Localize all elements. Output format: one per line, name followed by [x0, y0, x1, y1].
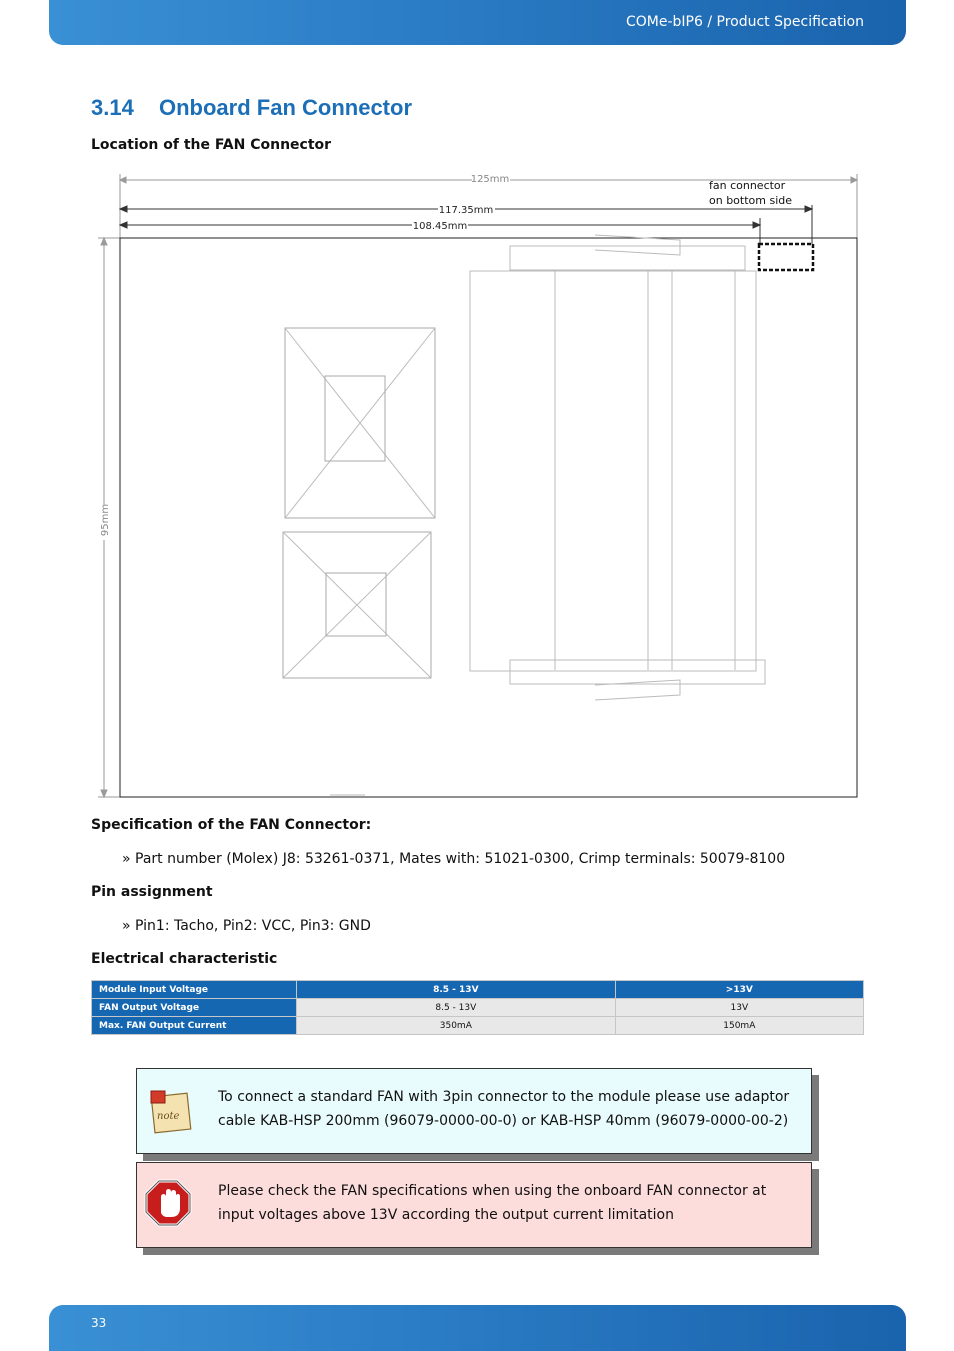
- note-icon: [143, 1083, 193, 1139]
- note-icon-label: note: [157, 1111, 180, 1122]
- row-value: 350mA: [297, 1017, 616, 1035]
- row-value: 8.5 - 13V: [297, 999, 616, 1017]
- electrical-heading: Electrical characteristic: [91, 951, 278, 967]
- electrical-table: [91, 980, 864, 1035]
- dim-other-label: 108.45mm: [412, 221, 468, 232]
- section-title: Onboard Fan Connector: [159, 95, 412, 120]
- warning-callout: [136, 1162, 812, 1248]
- stop-hand-icon: [143, 1177, 193, 1233]
- board-drawing: [90, 165, 865, 805]
- row-value: 13V: [615, 999, 863, 1017]
- footer-band: [49, 1305, 906, 1351]
- note-callout: [136, 1068, 812, 1154]
- page-number: 33: [91, 1316, 107, 1330]
- table-header-label: Module Input Voltage: [92, 981, 297, 999]
- section-heading: [91, 95, 412, 121]
- dim-height-label: 95mm: [100, 503, 111, 537]
- row-label: Max. FAN Output Current: [92, 1017, 297, 1035]
- header-band: [49, 0, 906, 45]
- table-header-col1: 8.5 - 13V: [297, 981, 616, 999]
- warning-text: Please check the FAN specifications when using the onboard FAN connector at input voltages above 13V according the output current limitation: [218, 1183, 767, 1223]
- pin-bullet: » Pin1: Tacho, Pin2: VCC, Pin3: GND: [122, 918, 371, 934]
- dim-total-label: 125mm: [470, 174, 510, 185]
- note-text: To connect a standard FAN with 3pin connector to the module please use adaptor cable KAB-HSP 200mm (96079-0000-00-0) or KAB-HSP 40mm (96079-0000-00-2): [218, 1089, 790, 1129]
- table-row: [92, 1017, 864, 1035]
- spec-bullet: » Part number (Molex) J8: 53261-0371, Mates with: 51021-0300, Crimp terminals: 50079-8100: [122, 851, 786, 867]
- table-row: [92, 999, 864, 1017]
- table-header-row: [92, 981, 864, 999]
- row-value: 150mA: [615, 1017, 863, 1035]
- spec-heading: Specification of the FAN Connector:: [91, 817, 372, 833]
- dim-fan-label: 117.35mm: [438, 205, 494, 216]
- section-number: 3.14: [91, 95, 134, 120]
- document-title: COMe-bIP6 / Product Specification: [625, 14, 864, 30]
- pin-heading: Pin assignment: [91, 884, 213, 900]
- table-header-col2: >13V: [615, 981, 863, 999]
- fan-callout-line1: fan connector: [709, 179, 786, 192]
- fan-callout-line2: on bottom side: [709, 194, 793, 207]
- row-label: FAN Output Voltage: [92, 999, 297, 1017]
- location-heading: Location of the FAN Connector: [91, 137, 332, 153]
